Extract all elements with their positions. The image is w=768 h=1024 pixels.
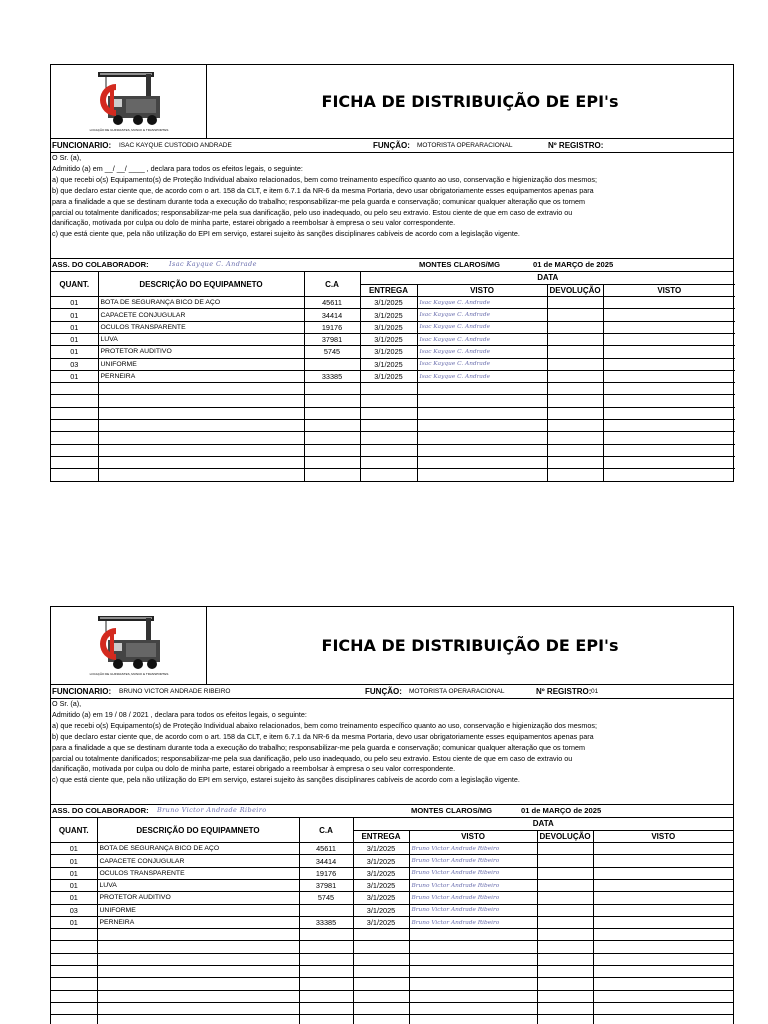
devolucao-cell (537, 867, 593, 879)
visto-signature: Bruno Victor Andrade Ribeiro (409, 855, 537, 867)
desc-cell: LUVA (98, 333, 304, 345)
col-devolucao: DEVOLUÇÃO (537, 830, 593, 842)
ca-cell: 5745 (299, 892, 353, 904)
empty-row (51, 1015, 733, 1024)
visto2-cell (603, 321, 735, 333)
visto-signature: Bruno Victor Andrade Ribeiro (409, 916, 537, 928)
visto2-cell (593, 867, 733, 879)
empty-row (51, 990, 733, 1002)
ca-cell: 45611 (299, 843, 353, 855)
ass-label: ASS. DO COLABORADOR: (52, 806, 149, 815)
devolucao-cell (547, 358, 603, 370)
empty-row (51, 929, 733, 941)
funcionario-label: FUNCIONARIO: (52, 687, 112, 696)
terms-line: parcial ou totalmente danificados; responsabilizar-me pela sua danificação, pelo uso inadequado, ou pelo seu extravio. Estou ciente de que em caso de extravio ou (52, 753, 573, 763)
ca-cell: 34414 (304, 309, 360, 321)
entrega-cell: 3/1/2025 (353, 916, 409, 928)
terms-line: a) que recebi o(s) Equipamento(s) de Proteção Individual abaixo relacionados, bem como treinamento específico quanto ao uso, conservação e higienização dos mesmos; (52, 174, 597, 184)
visto-signature: Bruno Victor Andrade Ribeiro (409, 904, 537, 916)
table-row (51, 370, 735, 382)
visto2-cell (603, 333, 735, 345)
ca-cell: 45611 (304, 297, 360, 309)
empty-row (51, 420, 735, 432)
ass-label: ASS. DO COLABORADOR: (52, 260, 149, 269)
quant-cell: 01 (51, 892, 97, 904)
terms-line: b) que declaro estar ciente que, de acordo com o art. 158 da CLT, e item 6.7.1 da NR-6 da mesma Portaria, devo usar obrigatoriamente esses equipamentos apenas para (52, 731, 594, 741)
funcao-value: MOTORISTA OPERARACIONAL (417, 142, 513, 149)
terms-line: c) que está ciente que, pela não utilização do EPI em serviço, estarei sujeito às sanções disciplinares cabíveis de acordo com a legislação vigente. (52, 229, 520, 239)
table-row (51, 333, 735, 345)
devolucao-cell (547, 333, 603, 345)
visto2-cell (593, 904, 733, 916)
quant-cell: 01 (51, 333, 98, 345)
desc-cell: LUVA (97, 879, 299, 891)
devolucao-cell (547, 346, 603, 358)
quant-cell: 03 (51, 358, 98, 370)
col-entrega: ENTREGA (360, 284, 417, 296)
table-row (51, 346, 735, 358)
company-logo (51, 65, 207, 138)
empty-row (51, 432, 735, 444)
visto2-cell (603, 297, 735, 309)
ca-cell: 5745 (304, 346, 360, 358)
entrega-cell: 3/1/2025 (360, 309, 417, 321)
col-quant: QUANT. (51, 272, 98, 297)
quant-cell: 01 (51, 346, 98, 358)
terms-line: a) que recebi o(s) Equipamento(s) de Proteção Individual abaixo relacionados, bem como treinamento específico quanto ao uso, conservação e higienização dos mesmos; (52, 720, 597, 730)
table-row (51, 904, 733, 916)
collaborator-signature: Bruno Victor Andrade Ribeiro (157, 806, 267, 814)
funcao-label: FUNÇÃO: (365, 687, 402, 696)
entrega-cell: 3/1/2025 (353, 892, 409, 904)
visto-signature: Isac Kayque C. Andrade (417, 358, 547, 370)
terms-line: danificação, motivada por culpa ou dolo de minha parte, estarei obrigado a reembolsar à empresa o seu valor correspondente. (52, 764, 456, 774)
quant-cell: 01 (51, 879, 97, 891)
funcionario-value: ISAC KAYQUE CUSTODIO ANDRADE (119, 142, 232, 149)
desc-cell: OCULOS TRANSPARENTE (97, 867, 299, 879)
visto-signature: Isac Kayque C. Andrade (417, 333, 547, 345)
empty-row (51, 383, 735, 395)
devolucao-cell (537, 904, 593, 916)
table-row (51, 297, 735, 309)
devolucao-cell (547, 309, 603, 321)
signature-row (51, 259, 733, 272)
visto-signature: Isac Kayque C. Andrade (417, 321, 547, 333)
entrega-cell: 3/1/2025 (360, 297, 417, 309)
visto2-cell (593, 855, 733, 867)
ca-cell: 33385 (299, 916, 353, 928)
devolucao-cell (537, 879, 593, 891)
entrega-cell: 3/1/2025 (360, 370, 417, 382)
entrega-cell: 3/1/2025 (360, 321, 417, 333)
registro-value: 01 (591, 688, 599, 695)
terms-line: c) que está ciente que, pela não utilização do EPI em serviço, estarei sujeito às sanções disciplinares cabíveis de acordo com a legislação vigente. (52, 775, 520, 785)
signature-row (51, 805, 733, 818)
epi-form-1 (50, 64, 734, 482)
table-row (51, 916, 733, 928)
location-text: MONTES CLAROS/MG (419, 260, 500, 269)
table-row (51, 879, 733, 891)
desc-cell: UNIFORME (97, 904, 299, 916)
terms-text (51, 153, 733, 259)
form-header (51, 607, 733, 685)
collaborator-signature: Isac Kayque C. Andrade (169, 260, 257, 268)
funcionario-label: FUNCIONARIO: (52, 141, 112, 150)
desc-cell: BOTA DE SEGURANÇA BICO DE AÇO (98, 297, 304, 309)
visto-signature: Bruno Victor Andrade Ribeiro (409, 892, 537, 904)
empty-row (51, 966, 733, 978)
col-entrega: ENTREGA (353, 830, 409, 842)
registro-label: Nº REGISTRO: (536, 687, 592, 696)
svg-text:LOCAÇÃO DE GUINDASTES, MUNCK E: LOCAÇÃO DE GUINDASTES, MUNCK E TRANSPORTES (89, 671, 168, 676)
funcao-label: FUNÇÃO: (373, 141, 410, 150)
table-row (51, 892, 733, 904)
ca-cell (304, 358, 360, 370)
terms-line: para a finalidade a que se destinam durante toda a execução do trabalho; responsabilizar-me pela guarda e conservação; comunicar qualquer alteração que os tornem (52, 196, 586, 206)
desc-cell: UNIFORME (98, 358, 304, 370)
date-text: 01 de MARÇO de 2025 (521, 806, 602, 815)
quant-cell: 01 (51, 867, 97, 879)
desc-cell: PROTETOR AUDITIVO (97, 892, 299, 904)
ca-cell (299, 904, 353, 916)
col-visto2: VISTO (593, 830, 733, 842)
epi-form-2 (50, 606, 734, 1024)
ca-cell: 19176 (304, 321, 360, 333)
quant-cell: 03 (51, 904, 97, 916)
ca-cell: 33385 (304, 370, 360, 382)
visto-signature: Bruno Victor Andrade Ribeiro (409, 879, 537, 891)
quant-cell: 01 (51, 843, 97, 855)
visto2-cell (593, 843, 733, 855)
quant-cell: 01 (51, 916, 97, 928)
desc-cell: PROTETOR AUDITIVO (98, 346, 304, 358)
desc-cell: CAPACETE CONJUGULAR (97, 855, 299, 867)
devolucao-cell (537, 916, 593, 928)
col-visto: VISTO (409, 830, 537, 842)
epi-table (51, 272, 735, 481)
visto-signature: Isac Kayque C. Andrade (417, 370, 547, 382)
devolucao-cell (537, 892, 593, 904)
col-data: DATA (360, 272, 735, 284)
visto2-cell (593, 879, 733, 891)
quant-cell: 01 (51, 370, 98, 382)
col-ca: C.A (299, 818, 353, 843)
col-desc: DESCRIÇÃO DO EQUIPAMNETO (98, 272, 304, 297)
visto2-cell (593, 892, 733, 904)
page-title: FICHA DE DISTRIBUIÇÃO DE EPI's (321, 636, 619, 655)
terms-line: para a finalidade a que se destinam durante toda a execução do trabalho; responsabilizar-me pela guarda e conservação; comunicar qualquer alteração que os tornem (52, 742, 586, 752)
employee-info-row (51, 685, 733, 699)
terms-line: O Sr. (a), (52, 699, 82, 708)
col-desc: DESCRIÇÃO DO EQUIPAMNETO (97, 818, 299, 843)
page-title: FICHA DE DISTRIBUIÇÃO DE EPI's (321, 92, 619, 111)
employee-info-row (51, 139, 733, 153)
visto2-cell (603, 358, 735, 370)
visto-signature: Bruno Victor Andrade Ribeiro (409, 867, 537, 879)
company-logo (51, 607, 207, 684)
entrega-cell: 3/1/2025 (353, 843, 409, 855)
empty-row (51, 978, 733, 990)
entrega-cell: 3/1/2025 (360, 346, 417, 358)
entrega-cell: 3/1/2025 (353, 904, 409, 916)
visto-signature: Isac Kayque C. Andrade (417, 297, 547, 309)
visto-signature: Isac Kayque C. Andrade (417, 346, 547, 358)
ca-cell: 34414 (299, 855, 353, 867)
empty-row (51, 395, 735, 407)
devolucao-cell (547, 321, 603, 333)
epi-table (51, 818, 733, 1024)
empty-row (51, 941, 733, 953)
ca-cell: 19176 (299, 867, 353, 879)
visto2-cell (593, 916, 733, 928)
desc-cell: BOTA DE SEGURANÇA BICO DE AÇO (97, 843, 299, 855)
table-row (51, 867, 733, 879)
form-header (51, 65, 733, 139)
empty-row (51, 953, 733, 965)
desc-cell: OCULOS TRANSPARENTE (98, 321, 304, 333)
quant-cell: 01 (51, 855, 97, 867)
terms-line: O Sr. (a), (52, 153, 82, 162)
table-row (51, 843, 733, 855)
location-text: MONTES CLAROS/MG (411, 806, 492, 815)
devolucao-cell (547, 297, 603, 309)
entrega-cell: 3/1/2025 (353, 879, 409, 891)
terms-line: danificação, motivada por culpa ou dolo de minha parte, estarei obrigado a reembolsar à empresa o seu valor correspondente. (52, 218, 456, 228)
visto2-cell (603, 370, 735, 382)
visto2-cell (603, 309, 735, 321)
registro-label: Nº REGISTRO: (548, 141, 604, 150)
ca-cell: 37981 (299, 879, 353, 891)
devolucao-cell (537, 843, 593, 855)
terms-line: b) que declaro estar ciente que, de acordo com o art. 158 da CLT, e item 6.7.1 da NR-6 da mesma Portaria, devo usar obrigatoriamente esses equipamentos apenas para (52, 185, 594, 195)
desc-cell: CAPACETE CONJUGULAR (98, 309, 304, 321)
entrega-cell: 3/1/2025 (360, 358, 417, 370)
visto2-cell (603, 346, 735, 358)
table-row (51, 309, 735, 321)
table-row (51, 855, 733, 867)
desc-cell: PERNEIRA (97, 916, 299, 928)
quant-cell: 01 (51, 321, 98, 333)
col-visto: VISTO (417, 284, 547, 296)
empty-row (51, 407, 735, 419)
quant-cell: 01 (51, 297, 98, 309)
devolucao-cell (547, 370, 603, 382)
funcao-value: MOTORISTA OPERARACIONAL (409, 688, 505, 695)
funcionario-value: BRUNO VICTOR ANDRADE RIBEIRO (119, 688, 231, 695)
desc-cell: PERNEIRA (98, 370, 304, 382)
terms-line: parcial ou totalmente danificados; responsabilizar-me pela sua danificação, pelo uso inadequado, ou pelo seu extravio. Estou ciente de que em caso de extravio ou (52, 207, 573, 217)
entrega-cell: 3/1/2025 (353, 867, 409, 879)
table-row (51, 321, 735, 333)
col-data: DATA (353, 818, 733, 830)
visto-signature: Isac Kayque C. Andrade (417, 309, 547, 321)
quant-cell: 01 (51, 309, 98, 321)
empty-row (51, 469, 735, 481)
col-ca: C.A (304, 272, 360, 297)
table-row (51, 358, 735, 370)
empty-row (51, 456, 735, 468)
empty-row (51, 1002, 733, 1014)
terms-text (51, 699, 733, 805)
col-devolucao: DEVOLUÇÃO (547, 284, 603, 296)
entrega-cell: 3/1/2025 (360, 333, 417, 345)
visto-signature: Bruno Victor Andrade Ribeiro (409, 843, 537, 855)
devolucao-cell (537, 855, 593, 867)
terms-line: Admitido (a) em __/ __/ ____ , declara para todos os efeitos legais, o seguinte: (52, 163, 303, 173)
entrega-cell: 3/1/2025 (353, 855, 409, 867)
date-text: 01 de MARÇO de 2025 (533, 260, 614, 269)
col-visto2: VISTO (603, 284, 735, 296)
col-quant: QUANT. (51, 818, 97, 843)
terms-line: Admitido (a) em 19 / 08 / 2021 , declara para todos os efeitos legais, o seguinte: (52, 709, 307, 719)
svg-text:LOCAÇÃO DE GUINDASTES, MUNCK E: LOCAÇÃO DE GUINDASTES, MUNCK E TRANSPORTES (89, 127, 168, 132)
ca-cell: 37981 (304, 333, 360, 345)
empty-row (51, 444, 735, 456)
